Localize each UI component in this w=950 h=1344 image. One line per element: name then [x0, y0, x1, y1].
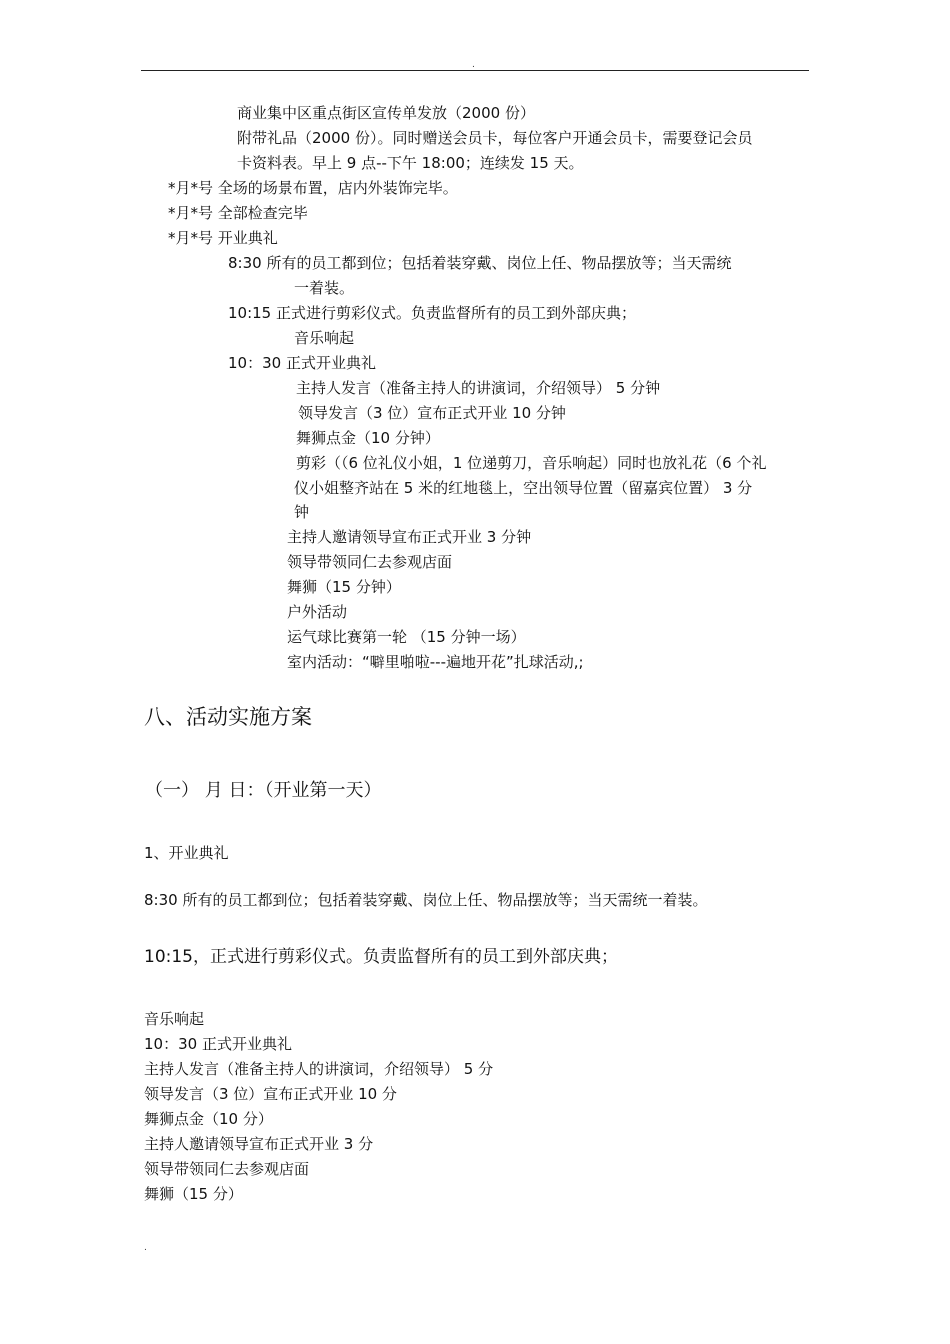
schedule-line: 商业集中区重点街区宣传单发放（2000 份） [237, 104, 535, 122]
schedule-line: 主持人发言（准备主持人的讲演词，介绍领导） 5 分钟 [296, 379, 661, 397]
schedule-line: 舞狮点金（10 分钟） [296, 429, 440, 447]
schedule-line: 主持人邀请领导宣布正式开业 3 分钟 [287, 528, 532, 546]
header-rule [141, 70, 809, 71]
schedule-line: 户外活动 [287, 603, 348, 621]
footer-mark: . [144, 1243, 147, 1253]
schedule-line: 剪彩（（6 位礼仪小姐，1 位递剪刀，音乐响起）同时也放礼花（6 个礼 [296, 454, 767, 472]
schedule-line: 钟 [294, 503, 310, 521]
schedule-line: 10:15 正式进行剪彩仪式。负责监督所有的员工到外部庆典； [228, 304, 636, 322]
schedule-line: 10：30 正式开业典礼 [228, 354, 376, 372]
paragraph: 8:30 所有的员工都到位；包括着装穿戴、岗位上任、物品摆放等；当天需统一着装。 [144, 891, 708, 909]
section-heading: 八、活动实施方案 [144, 705, 312, 729]
list-item: 10：30 正式开业典礼 [144, 1035, 292, 1053]
schedule-line: 音乐响起 [294, 329, 355, 347]
list-item: 主持人邀请领导宣布正式开业 3 分 [144, 1135, 374, 1153]
schedule-line: 卡资料表。早上 9 点--下午 18:00；连续发 15 天。 [237, 154, 584, 172]
schedule-line: 舞狮（15 分钟） [287, 578, 401, 596]
list-item: 舞狮点金（10 分） [144, 1110, 273, 1128]
schedule-line: 仪小姐整齐站在 5 米的红地毯上，空出领导位置（留嘉宾位置） 3 分 [294, 479, 753, 497]
schedule-line: 附带礼品（2000 份）。同时赠送会员卡，每位客户开通会员卡，需要登记会员 [237, 129, 753, 147]
schedule-line: 室内活动：“噼里啪啦---遍地开花”扎球活动,; [287, 653, 584, 671]
schedule-line: *月*号 全部检查完毕 [168, 204, 308, 222]
schedule-line: *月*号 开业典礼 [168, 229, 278, 247]
list-item: 领导发言（3 位）宣布正式开业 10 分 [144, 1085, 397, 1103]
subsection-heading: （一） 月 日：（开业第一天） [145, 780, 382, 801]
list-item: 音乐响起 [144, 1010, 205, 1028]
header-mark: . [472, 60, 475, 70]
list-item: 主持人发言（准备主持人的讲演词，介绍领导） 5 分 [144, 1060, 494, 1078]
schedule-line: 领导带领同仁去参观店面 [287, 553, 453, 571]
list-item: 领导带领同仁去参观店面 [144, 1160, 310, 1178]
schedule-line: *月*号 全场的场景布置，店内外装饰完毕。 [168, 179, 458, 197]
list-item: 舞狮（15 分） [144, 1185, 243, 1203]
schedule-line: 运气球比赛第一轮 （15 分钟一场） [287, 628, 526, 646]
schedule-line: 领导发言（3 位）宣布正式开业 10 分钟 [298, 404, 566, 422]
schedule-line: 8:30 所有的员工都到位；包括着装穿戴、岗位上任、物品摆放等；当天需统 [228, 254, 732, 272]
paragraph: 10:15，正式进行剪彩仪式。负责监督所有的员工到外部庆典； [144, 947, 618, 967]
schedule-line: 一着装。 [294, 279, 355, 297]
item-heading: 1、开业典礼 [144, 844, 229, 862]
